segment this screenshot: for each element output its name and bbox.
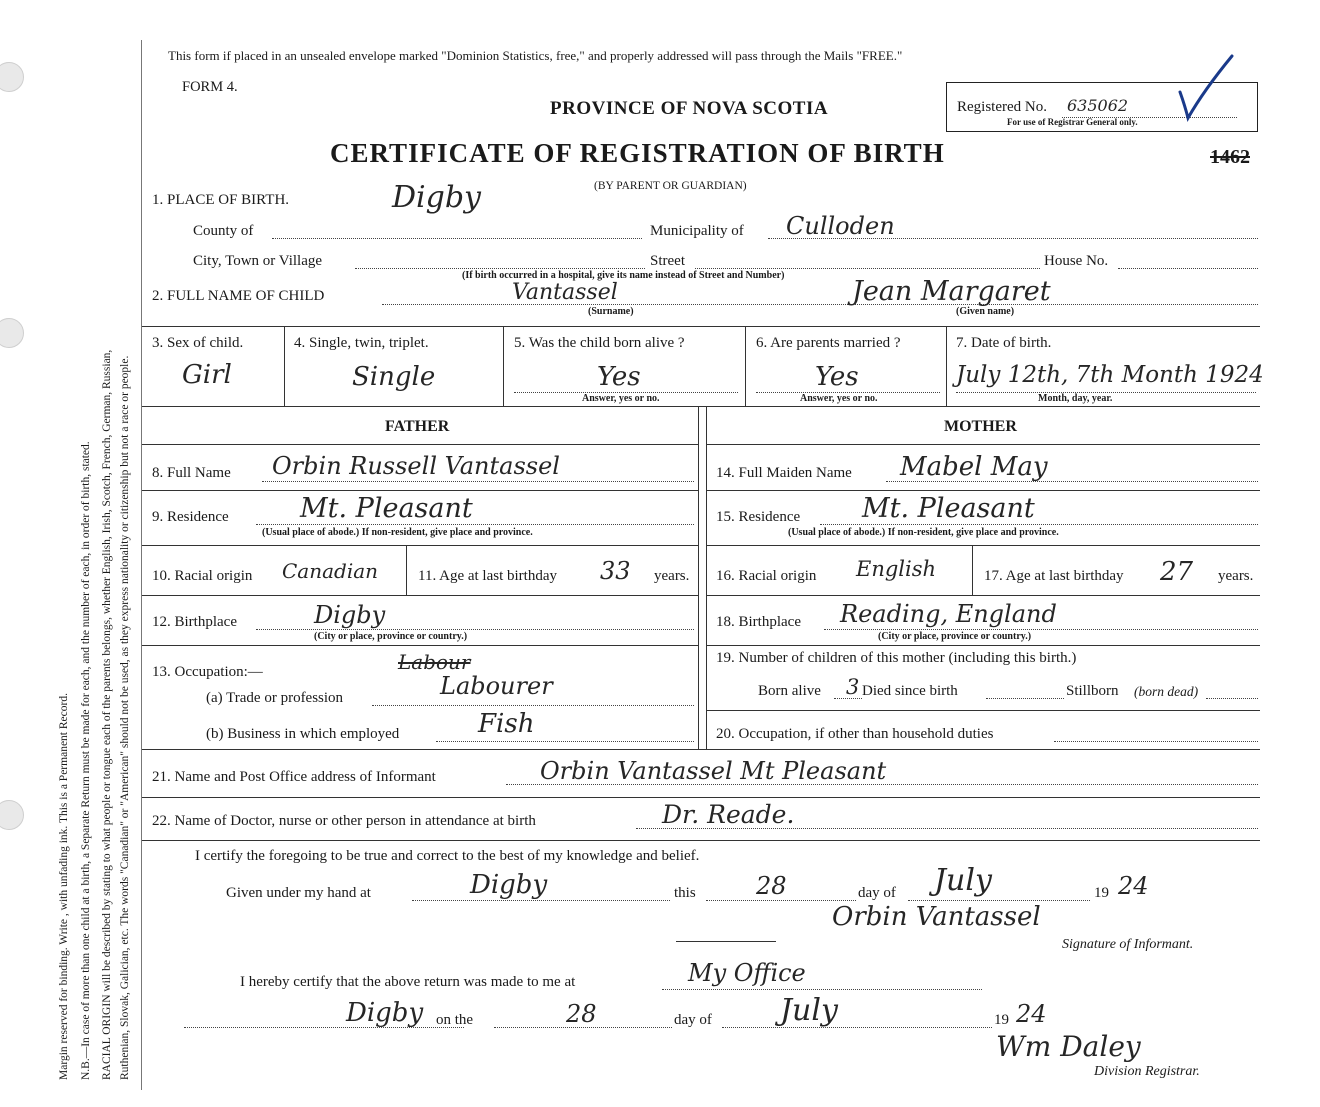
mother-age-value: 27: [1160, 557, 1194, 587]
father-trade-value: Labourer: [440, 672, 553, 700]
registrar-month-value: July: [780, 993, 838, 1028]
mother-age-label: 17. Age at last birthday: [984, 568, 1124, 584]
born-alive-label: Born alive: [758, 683, 821, 699]
married-label: 6. Are parents married ?: [756, 335, 901, 351]
given-year-value: 24: [1118, 872, 1149, 900]
mother-abode-caption: (Usual place of abode.) If non-resident, give place and province.: [788, 527, 1059, 538]
father-race-value: Canadian: [282, 559, 379, 583]
given-under-label: Given under my hand at: [226, 885, 371, 901]
father-residence-value: Mt. Pleasant: [300, 493, 473, 524]
province-heading: PROVINCE OF NOVA SCOTIA: [550, 98, 829, 119]
child-given-name: Jean Margaret: [852, 276, 1051, 307]
binding-hole-top: [0, 62, 24, 92]
father-residence-label: 9. Residence: [152, 509, 229, 525]
stillborn-note: (born dead): [1134, 684, 1199, 699]
margin-note-racial-1: RACIAL ORIGIN will be described by stating to what people or tongue each of the parents belongs, whether English, Irish, Scotch, French, German, Russian,: [101, 349, 113, 1080]
registrar-on-label: on the: [436, 1012, 474, 1028]
place-of-birth-value: Digby: [392, 180, 482, 215]
municipality-label: Municipality of: [650, 223, 744, 239]
married-caption: Answer, yes or no.: [800, 393, 878, 404]
registrar-office-value: My Office: [688, 959, 806, 987]
registrar-year-value: 24: [1016, 1000, 1047, 1028]
check-mark-icon: [1176, 52, 1236, 122]
plurality-value: Single: [352, 362, 436, 392]
father-business-label: (b) Business in which employed: [206, 726, 400, 742]
mother-years-label: years.: [1218, 568, 1254, 584]
informant-label: 21. Name and Post Office address of Informant: [152, 769, 436, 785]
registrar-day-label: day of: [674, 1012, 712, 1028]
margin-note-binding: Margin reserved for binding. Write , with unfading ink. This is a Permanent Record.: [58, 693, 70, 1080]
dob-caption: Month, day, year.: [1038, 393, 1113, 404]
sex-value: Girl: [182, 360, 232, 390]
father-age-value: 33: [600, 557, 631, 585]
mother-residence-label: 15. Residence: [716, 509, 801, 525]
divider: [676, 941, 776, 942]
father-age-label: 11. Age at last birthday: [418, 568, 557, 584]
informant-signature: Orbin Vantassel: [832, 902, 1041, 932]
informant-value: Orbin Vantassel Mt Pleasant: [540, 757, 887, 785]
surname-caption: (Surname): [588, 306, 634, 317]
mail-note: This form if placed in an unsealed envelope marked "Dominion Statistics, free," and properly addressed will pass through the Mails "FREE.": [168, 48, 903, 63]
form-number: FORM 4.: [182, 79, 238, 95]
father-birthplace-value: Digby: [314, 601, 386, 629]
margin-note-nb: N.B.—In case of more than one child at a birth, a Separate Return must be made for each, and the number of each, in order of birth, stated.: [80, 441, 92, 1080]
corner-number: 1462: [1210, 146, 1250, 168]
doctor-label: 22. Name of Doctor, nurse or other person in attendance at birth: [152, 813, 536, 829]
margin-note-racial-2: Ruthenian, Slovak, Galician, etc. The words "Canadian" or "American" should not be used, as they express nationality or citizenship but not a race or people.: [119, 355, 131, 1080]
father-heading: FATHER: [385, 418, 450, 435]
given-year-prefix: 19: [1094, 885, 1109, 901]
binding-hole-bottom: [0, 800, 24, 830]
registrar-signature-caption: Division Registrar.: [1094, 1064, 1200, 1079]
alive-caption: Answer, yes or no.: [582, 393, 660, 404]
child-name-label: 2. FULL NAME OF CHILD: [152, 288, 325, 304]
father-name-value: Orbin Russell Vantassel: [272, 452, 560, 480]
alive-value: Yes: [597, 362, 641, 392]
father-business-value: Fish: [478, 709, 535, 739]
married-value: Yes: [815, 362, 859, 392]
given-place-value: Digby: [470, 870, 548, 900]
father-birthplace-label: 12. Birthplace: [152, 614, 237, 630]
given-day-value: 28: [756, 872, 787, 900]
father-name-label: 8. Full Name: [152, 465, 231, 481]
registrar-year-prefix: 19: [994, 1012, 1009, 1028]
plurality-label: 4. Single, twin, triplet.: [294, 335, 429, 351]
father-abode-caption: (Usual place of abode.) If non-resident, give place and province.: [262, 527, 533, 538]
alive-label: 5. Was the child born alive ?: [514, 335, 685, 351]
sex-label: 3. Sex of child.: [152, 335, 244, 351]
father-occupation-label: 13. Occupation:—: [152, 664, 263, 680]
mother-children-label: 19. Number of children of this mother (including this birth.): [716, 650, 1077, 666]
mother-place-caption: (City or place, province or country.): [878, 631, 1032, 642]
dob-value: July 12th, 7th Month 1924: [956, 362, 1264, 388]
hospital-note: (If birth occurred in a hospital, give its name instead of Street and Number): [462, 270, 785, 281]
mother-residence-value: Mt. Pleasant: [862, 493, 1035, 524]
this-label: this: [674, 885, 696, 901]
city-label: City, Town or Village: [193, 253, 323, 269]
binding-line: [141, 40, 142, 1090]
house-label: House No.: [1044, 253, 1109, 269]
binding-hole-mid: [0, 318, 24, 348]
street-label: Street: [650, 253, 685, 269]
registrar-place-value: Digby: [346, 998, 424, 1028]
municipality-value: Culloden: [786, 212, 895, 240]
given-month-value: July: [934, 863, 992, 898]
given-day-label: day of: [858, 885, 896, 901]
county-label: County of: [193, 223, 254, 239]
registered-number-value: 635062: [1067, 96, 1129, 115]
mother-race-value: English: [856, 557, 937, 581]
registrar-signature: Wm Daley: [996, 1030, 1141, 1063]
registrar-statement: I hereby certify that the above return was made to me at: [240, 974, 576, 990]
certificate-title: CERTIFICATE OF REGISTRATION OF BIRTH: [330, 138, 945, 168]
mother-heading: MOTHER: [944, 418, 1017, 435]
stillborn-label: Stillborn: [1066, 683, 1119, 699]
born-alive-value: 3: [846, 675, 860, 699]
father-trade-struck: Labour: [398, 650, 471, 674]
mother-birthplace-value: Reading, England: [840, 600, 1057, 628]
certificate-subtitle: (BY PARENT OR GUARDIAN): [594, 180, 747, 192]
died-label: Died since birth: [862, 683, 958, 699]
place-of-birth-label: 1. PLACE OF BIRTH.: [152, 192, 290, 208]
mother-race-label: 16. Racial origin: [716, 568, 817, 584]
registrar-day-value: 28: [566, 1000, 597, 1028]
given-name-caption: (Given name): [956, 306, 1015, 317]
father-trade-label: (a) Trade or profession: [206, 690, 344, 706]
mother-name-value: Mabel May: [900, 452, 1048, 482]
mother-occupation-label: 20. Occupation, if other than household duties: [716, 726, 994, 742]
dob-label: 7. Date of birth.: [956, 335, 1052, 351]
mother-birthplace-label: 18. Birthplace: [716, 614, 801, 630]
doctor-value: Dr. Reade.: [662, 800, 795, 829]
father-place-caption: (City or place, province or country.): [314, 631, 468, 642]
certify-statement: I certify the foregoing to be true and correct to the best of my knowledge and belief.: [195, 848, 700, 864]
child-surname: Vantassel: [512, 280, 618, 305]
registrar-use-note: For use of Registrar General only.: [1007, 117, 1138, 127]
mother-name-label: 14. Full Maiden Name: [716, 465, 852, 481]
registered-number-label: Registered No.: [957, 99, 1047, 115]
father-race-label: 10. Racial origin: [152, 568, 253, 584]
father-years-label: years.: [654, 568, 690, 584]
informant-signature-caption: Signature of Informant.: [1062, 937, 1194, 952]
